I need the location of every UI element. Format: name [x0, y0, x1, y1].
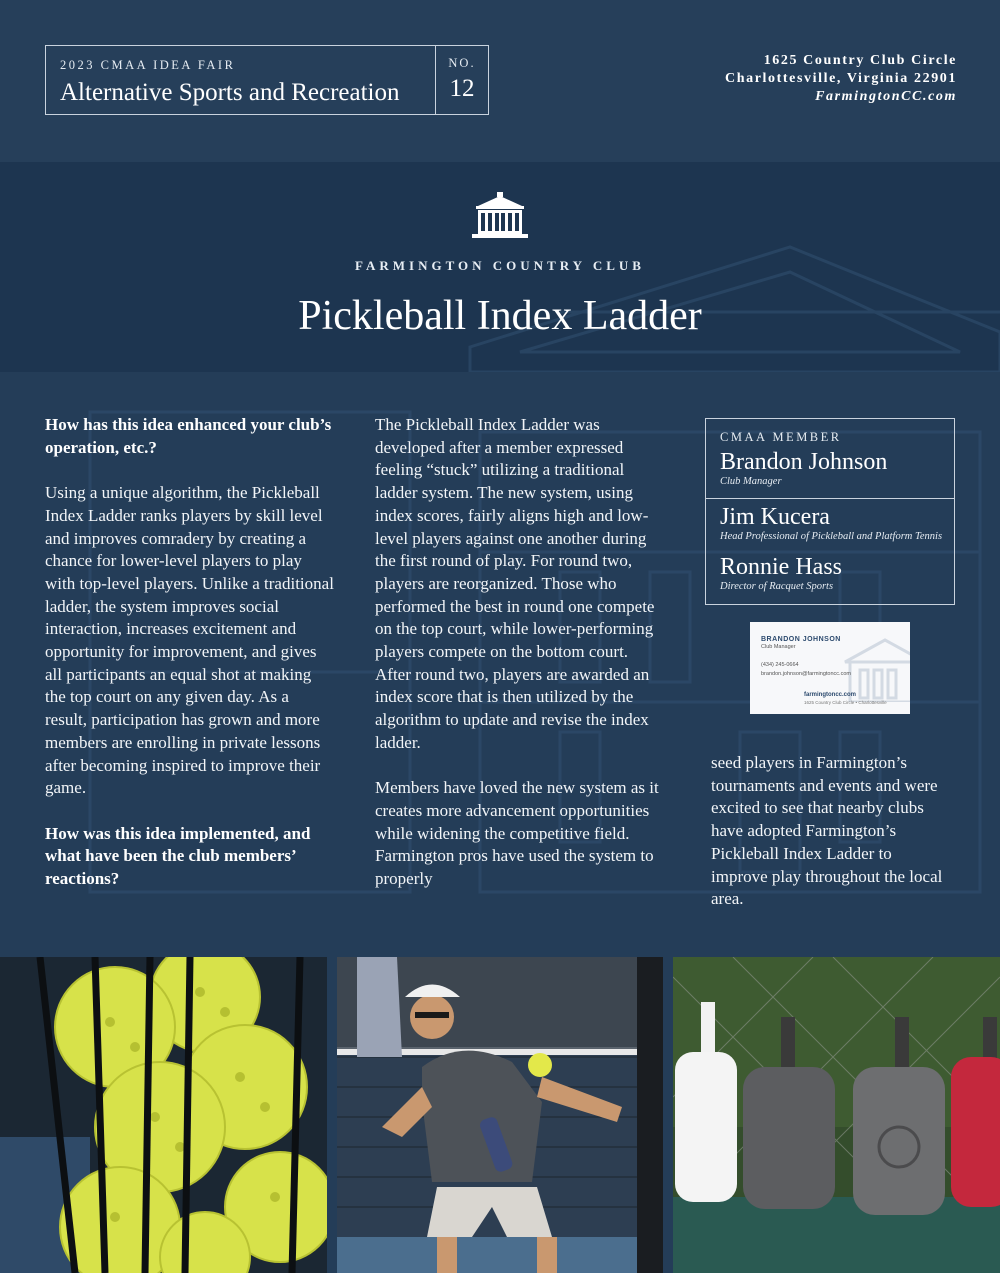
card-role: Club Manager [761, 644, 796, 650]
question-2: How was this idea implemented, and what have been the club members’ reactions? [45, 823, 311, 889]
business-card [750, 622, 910, 714]
page-title: Pickleball Index Ladder [298, 293, 702, 339]
club-website: FarmingtonCC.com [815, 89, 957, 104]
event-title: Alternative Sports and Recreation [60, 79, 400, 106]
number-label: NO. [448, 56, 476, 70]
member-divider [706, 498, 954, 499]
event-kicker: 2023 CMAA IDEA FAIR [60, 58, 236, 72]
article-column-3 [711, 752, 951, 934]
answer-2-paragraph-2: Members have loved the new system as it creates more advancement opportunities while widening the competitive field. Farmington pros have used the system to properly [375, 778, 659, 889]
card-address: 1625 Country Club Circle • Charlottesville [804, 700, 887, 705]
pickleball-basket-photo [0, 957, 327, 1273]
member-kicker: CMAA MEMBER [720, 430, 842, 444]
card-phone: (434) 245-0664 [761, 662, 799, 668]
pickleball-player-photo [337, 957, 663, 1273]
club-address [725, 52, 957, 106]
event-label-box [45, 45, 489, 115]
address-city: Charlottesville, Virginia 22901 [725, 71, 957, 86]
staff-role: Director of Racquet Sports [720, 581, 834, 592]
pickleball-paddles-photo [673, 957, 1000, 1273]
card-name: BRANDON JOHNSON [761, 636, 841, 643]
card-website: farmingtoncc.com [804, 692, 857, 698]
club-name: FARMINGTON COUNTRY CLUB [355, 258, 645, 273]
article-column-2 [375, 414, 665, 913]
question-1: How has this idea enhanced your club’s operation, etc.? [45, 415, 332, 457]
article-column-1 [45, 414, 335, 913]
card-email: brandon.johnson@farmingtoncc.com [761, 671, 851, 677]
photo-strip [0, 957, 1000, 1273]
clubhouse-logo-icon [470, 192, 530, 240]
address-street: 1625 Country Club Circle [763, 53, 957, 68]
answer-1: Using a unique algorithm, the Pickleball Index Ladder ranks players by skill level and improves comradery by creating a chance for lower-level players to play with top-level players. Unlike a traditional ladder, the system improves social interaction, increases excitement and opportunity for improvement, and gives all participants an equal shot at making the top court on any given day. As a result, participation has grown and more members are enrolling in private lessons after becoming inspired to improve their game. [45, 483, 334, 798]
article-section [0, 372, 1000, 957]
answer-2-paragraph-1: The Pickleball Index Ladder was developed after a member expressed feeling “stuck” utilizing a traditional ladder system. The new system, using index scores, fairly aligns high and low-level players against one another during the first round of play. For round two, players are reorganized. Those who performed the best in round one compete on the top court, while lower-performing players compete on the bottom court. After round two, players are awarded an index score that is then utilized by the algorithm to update and revise the index ladder. [375, 415, 655, 752]
answer-2-paragraph-3: seed players in Farmington’s tournaments and events and were excited to see that nearby clubs have adopted Farmington’s Pickleball Index Ladder to improve play throughout the local area. [711, 753, 943, 909]
number-value: 12 [449, 75, 475, 102]
staff-role: Head Professional of Pickleball and Platform Tennis [720, 531, 943, 542]
cmaa-member-box [705, 418, 955, 605]
hero-banner [0, 162, 1000, 372]
member-role: Club Manager [720, 476, 782, 487]
staff-name: Jim Kucera [720, 504, 830, 530]
staff-name: Ronnie Hass [720, 554, 842, 580]
member-name: Brandon Johnson [720, 449, 888, 475]
